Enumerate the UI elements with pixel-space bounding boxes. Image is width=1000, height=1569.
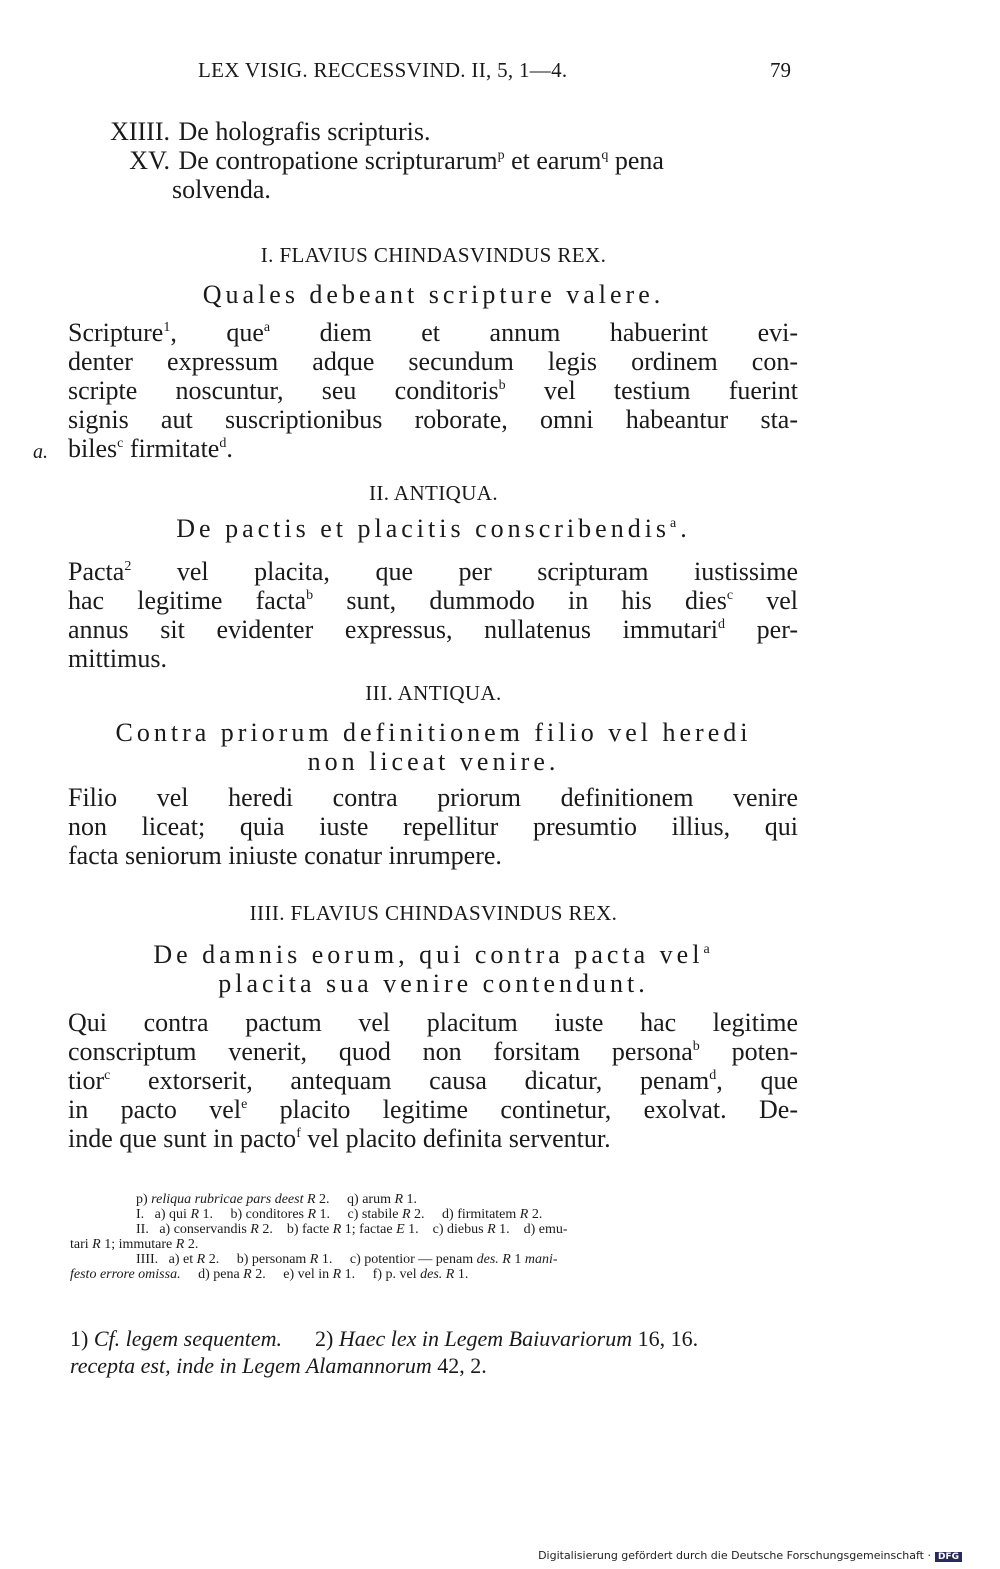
- running-head: LEX VISIG. RECCESSVIND. II, 5, 1—4.: [198, 58, 568, 82]
- page-number: 79: [770, 58, 791, 82]
- section-heading-1: I. FLAVIUS CHINDASVINDUS REX.: [260, 243, 607, 267]
- text-line: biles$^c$ firmitate$^d$.: [68, 434, 233, 463]
- source-note-line: 1) Cf. legem sequentem. 2) Haec lex in Legem Baiuvariorum 16, 16.: [70, 1326, 699, 1351]
- toc-continuation: solvenda.: [172, 175, 271, 204]
- text-line: signis aut suscriptionibus roborate, omni habeantur sta-: [68, 405, 798, 434]
- section-text-3: [68, 783, 798, 870]
- text-line: Pacta$^2$ vel placita, que per scripturam iustissime: [68, 557, 798, 586]
- section-text-4: [68, 1008, 798, 1153]
- apparatus-line: p) reliqua rubricae pars deest R 2. q) arum R 1.: [136, 1192, 418, 1207]
- text-line: inde que sunt in pacto$^f$ vel placito definita serventur.: [68, 1124, 611, 1153]
- text-line: denter expressum adque secundum legis ordinem con-: [68, 347, 798, 376]
- toc-number: XIIII.: [110, 117, 170, 146]
- section-rubric-3a: Contra priorum definitionem filio vel heredi: [115, 718, 752, 747]
- section-heading-4: IIII. FLAVIUS CHINDASVINDUS REX.: [249, 901, 618, 925]
- toc-text: De holografis scripturis.: [178, 117, 431, 146]
- text-line: non liceat; quia iuste repellitur presumtio illius, qui: [68, 812, 798, 841]
- text-line: conscriptum venerit, quod non forsitam persona$^b$ poten-: [68, 1037, 798, 1066]
- text-line: hac legitime facta$^b$ sunt, dummodo in his dies$^c$ vel: [68, 586, 798, 615]
- section-rubric-3b: non liceat venire.: [307, 747, 560, 776]
- section-rubric-4a: De damnis eorum, qui contra pacta vel$^a$: [153, 940, 714, 969]
- toc-text: De contropatione scripturarum$^p$ et earum$^q$ pena: [178, 146, 664, 175]
- section-rubric-1: Quales debeant scripture valere.: [202, 280, 665, 309]
- margin-note: a.: [33, 441, 48, 463]
- apparatus-line: festo errore omissa. d) pena R 2. e) vel in R 1. f) p. vel des. R 1.: [70, 1267, 469, 1282]
- apparatus-line: I. a) qui R 1. b) conditores R 1. c) stabile R 2. d) firmitatem R 2.: [136, 1207, 543, 1222]
- toc-entry-15: [66, 146, 806, 176]
- section-heading-2: II. ANTIQUA.: [368, 481, 499, 505]
- section-rubric-2: De pactis et placitis conscribendis$^a$.: [176, 514, 691, 543]
- apparatus-line: tari R 1; immutare R 2.: [70, 1237, 199, 1252]
- text-line: facta seniorum iniuste conatur inrumpere.: [68, 841, 502, 870]
- source-footnotes: [70, 1325, 800, 1379]
- section-rubric-4b: placita sua venire contendunt.: [218, 969, 649, 998]
- text-line: tior$^c$ extorserit, antequam causa dicatur, penam$^d$, que: [68, 1066, 798, 1095]
- toc-entry-14: [66, 117, 806, 147]
- text-line: annus sit evidenter expressus, nullatenus immutari$^d$ per-: [68, 615, 798, 644]
- critical-apparatus: [70, 1192, 800, 1282]
- section-heading-3: III. ANTIQUA.: [365, 681, 502, 705]
- section-text-2: [68, 557, 798, 673]
- text-line: Qui contra pactum vel placitum iuste hac legitime: [68, 1008, 798, 1037]
- toc-number: XV.: [129, 146, 170, 175]
- source-note-line: recepta est, inde in Legem Alamannorum 42, 2.: [70, 1353, 487, 1378]
- apparatus-line: II. a) conservandis R 2. b) facte R 1; factae E 1. c) diebus R 1. d) emu-: [136, 1222, 568, 1237]
- text-line: mittimus.: [68, 644, 167, 673]
- text-line: in pacto vel$^e$ placito legitime continetur, exolvat. De-: [68, 1095, 798, 1124]
- section-text-1: [68, 318, 798, 463]
- text-line: Scripture$^1$, que$^a$ diem et annum habuerint evi-: [68, 318, 798, 347]
- digitization-note: Digitalisierung gefördert durch die Deutsche Forschungsgemeinschaft · DFG: [538, 1549, 962, 1562]
- text-line: scripte noscuntur, seu conditoris$^b$ vel testium fuerint: [68, 376, 799, 405]
- dfg-logo: DFG: [935, 1552, 962, 1562]
- text-line: Filio vel heredi contra priorum definitionem venire: [68, 783, 798, 812]
- apparatus-line: IIII. a) et R 2. b) personam R 1. c) potentior — penam des. R 1 mani-: [136, 1252, 558, 1267]
